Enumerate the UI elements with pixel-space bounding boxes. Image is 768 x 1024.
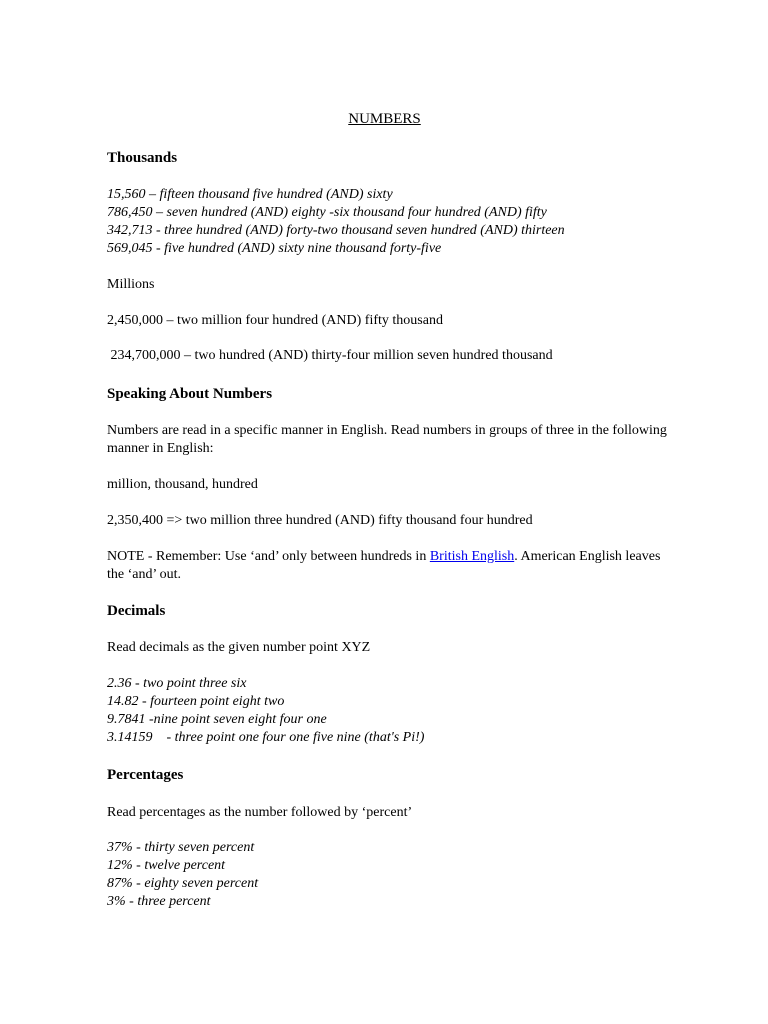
millions-label: Millions — [107, 277, 155, 292]
percentage-line: 87% - eighty seven percent — [107, 876, 259, 891]
percentages-heading: Percentages — [107, 767, 184, 783]
thousands-heading: Thousands — [107, 150, 178, 166]
percentages-intro: Read percentages as the number followed by ‘percent’ — [107, 805, 413, 820]
decimal-line: 2.36 - two point three six — [107, 676, 247, 691]
millions-line: 2,450,000 – two million four hundred (AND) fifty thousand — [107, 313, 443, 328]
decimal-line: 14.82 - fourteen point eight two — [107, 694, 285, 709]
note-paragraph — [107, 548, 667, 584]
millions-line: 234,700,000 – two hundred (AND) thirty-four million seven hundred thousand — [107, 348, 553, 363]
example-line: 2,350,400 => two million three hundred (AND) fifty thousand four hundred — [107, 513, 533, 528]
note-text: NOTE - Remember: Use ‘and’ only between hundreds in — [107, 549, 430, 564]
speaking-paragraph: Numbers are read in a specific manner in English. Read numbers in groups of three in the following manner in English: — [107, 423, 667, 456]
page-title: NUMBERS — [348, 111, 421, 127]
british-english-link[interactable]: British English — [429, 549, 515, 564]
thousands-line: 569,045 - five hundred (AND) sixty nine thousand forty-five — [107, 241, 442, 256]
note-text: . American English leaves the ‘and’ out. — [107, 549, 661, 582]
thousands-line: 15,560 – fifteen thousand five hundred (AND) sixty — [107, 187, 393, 202]
percentage-line: 37% - thirty seven percent — [107, 840, 255, 855]
decimals-intro: Read decimals as the given number point XYZ — [107, 640, 371, 655]
percentage-line: 3% - three percent — [107, 894, 211, 909]
decimals-heading: Decimals — [107, 603, 166, 619]
decimal-line: 3.14159 - three point one four one five nine (that's Pi!) — [107, 730, 425, 745]
groups-line: million, thousand, hundred — [107, 477, 258, 492]
thousands-line: 786,450 – seven hundred (AND) eighty -six thousand four hundred (AND) fifty — [107, 205, 547, 220]
percentage-line: 12% - twelve percent — [107, 858, 226, 873]
thousands-line: 342,713 - three hundred (AND) forty-two thousand seven hundred (AND) thirteen — [107, 223, 565, 238]
speaking-heading: Speaking About Numbers — [107, 386, 273, 402]
decimal-line: 9.7841 -nine point seven eight four one — [107, 712, 327, 727]
